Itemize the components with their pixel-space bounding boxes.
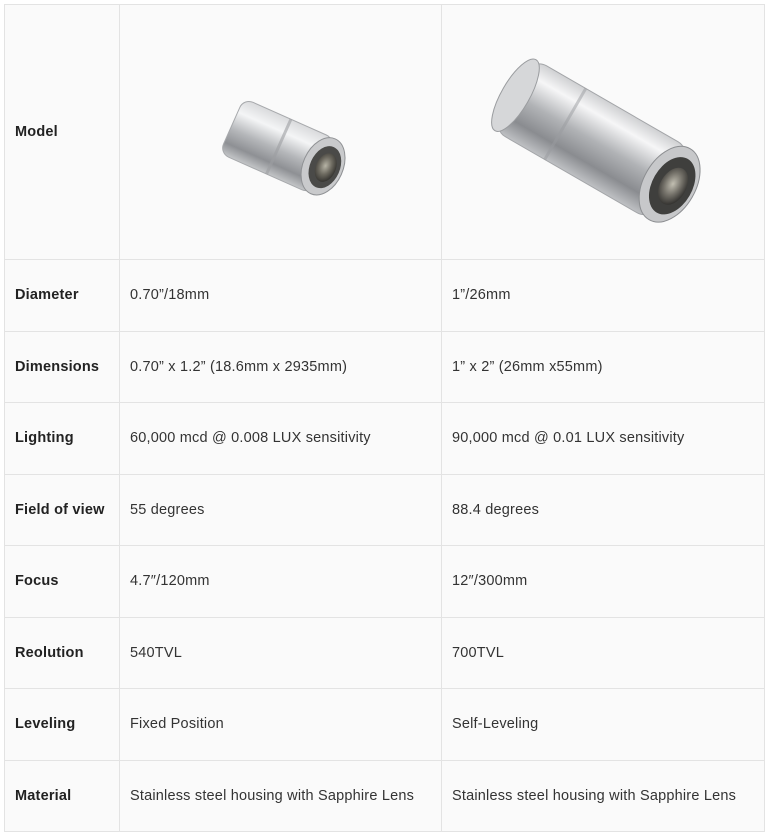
cell-dimensions-model-2: 1” x 2” (26mm x55mm) xyxy=(442,331,765,403)
cell-dimensions-model-1: 0.70” x 1.2” (18.6mm x 2935mm) xyxy=(120,331,442,403)
table-row-leveling xyxy=(5,689,765,761)
row-label-focus: Focus xyxy=(5,546,120,618)
row-label-leveling: Leveling xyxy=(5,689,120,761)
table-row-model xyxy=(5,5,765,260)
cell-leveling-model-2: Self-Leveling xyxy=(442,689,765,761)
cell-resolution-model-2: 700TVL xyxy=(442,617,765,689)
small-camera-head-illustration xyxy=(120,5,442,259)
cell-diameter-model-1: 0.70”/18mm xyxy=(120,260,442,332)
row-label-diameter: Diameter xyxy=(5,260,120,332)
table-row-diameter xyxy=(5,260,765,332)
cell-material-model-2: Stainless steel housing with Sapphire Lens xyxy=(442,760,765,832)
table-row-resolution xyxy=(5,617,765,689)
table-row-material xyxy=(5,760,765,832)
cell-diameter-model-2: 1”/26mm xyxy=(442,260,765,332)
row-label-lighting: Lighting xyxy=(5,403,120,475)
cell-field-of-view-model-1: 55 degrees xyxy=(120,474,442,546)
cell-focus-model-2: 12″/300mm xyxy=(442,546,765,618)
table-row-dimensions xyxy=(5,331,765,403)
small-camera-head-image xyxy=(120,5,442,260)
row-label-material: Material xyxy=(5,760,120,832)
row-label-dimensions: Dimensions xyxy=(5,331,120,403)
cell-leveling-model-1: Fixed Position xyxy=(120,689,442,761)
large-camera-head-illustration xyxy=(442,5,765,259)
row-label-field-of-view: Field of view xyxy=(5,474,120,546)
cell-field-of-view-model-2: 88.4 degrees xyxy=(442,474,765,546)
cell-material-model-1: Stainless steel housing with Sapphire Lens xyxy=(120,760,442,832)
table-row-field-of-view xyxy=(5,474,765,546)
row-label-resolution: Reolution xyxy=(5,617,120,689)
spec-comparison-table xyxy=(4,4,765,832)
row-label-model: Model xyxy=(5,5,120,260)
large-camera-head-image xyxy=(442,5,765,260)
cell-lighting-model-2: 90,000 mcd @ 0.01 LUX sensitivity xyxy=(442,403,765,475)
cell-lighting-model-1: 60,000 mcd @ 0.008 LUX sensitivity xyxy=(120,403,442,475)
cell-focus-model-1: 4.7″/120mm xyxy=(120,546,442,618)
table-row-lighting xyxy=(5,403,765,475)
cell-resolution-model-1: 540TVL xyxy=(120,617,442,689)
table-row-focus xyxy=(5,546,765,618)
